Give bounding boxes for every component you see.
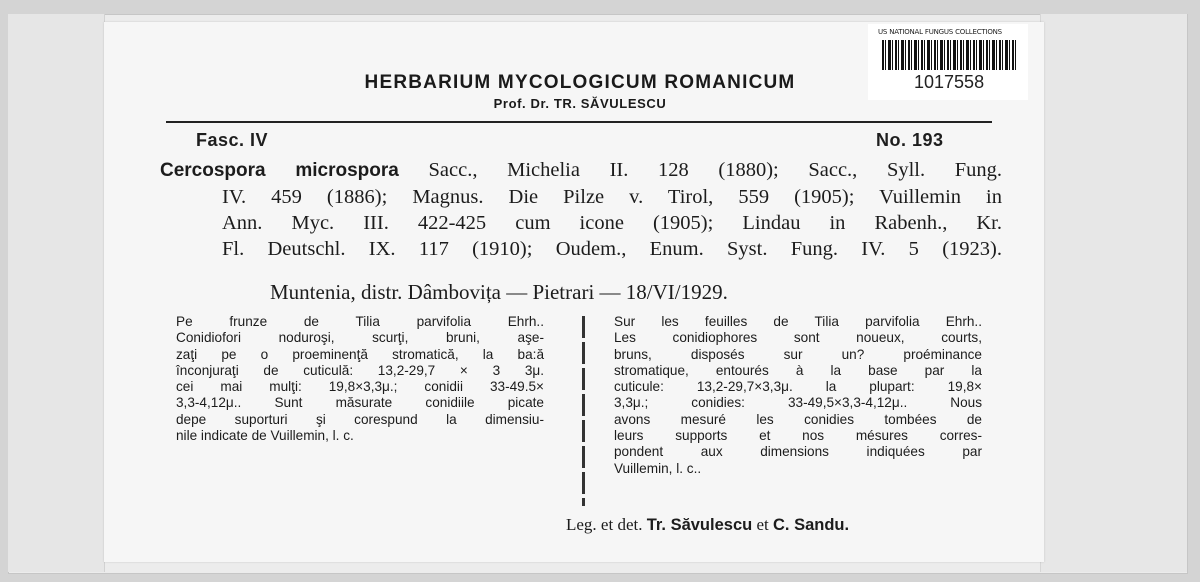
specimen-number: No. 193 — [876, 130, 944, 150]
citation-line-1-text: Sacc., Michelia II. 128 (1880); Sacc., Syll. Fung. — [428, 159, 1003, 181]
barcode-number: 1017558 — [914, 72, 985, 92]
collector-1: Tr. Săvulescu — [646, 516, 753, 534]
desc-ro-line: nile indicate de Vuillemin, l. c. — [176, 428, 354, 444]
herbarium-subtitle: Prof. Dr. TR. SĂVULESCU — [493, 96, 667, 111]
desc-fr-line: 3,3μ.; conidies: 33-49,5×3,3-4,12μ.. Nous — [614, 395, 982, 411]
desc-fr-line: pondent aux dimensions indiquées par — [614, 444, 982, 460]
citation-line-4: Fl. Deutschl. IX. 117 (1910); Oudem., Enum. Syst. Fung. IV. 5 (1923). — [222, 238, 1002, 260]
description-french — [614, 314, 982, 477]
desc-fr-line: Les conidiophores sont noueux, courts, — [614, 330, 982, 346]
desc-fr-line: Vuillemin, l. c.. — [614, 460, 702, 476]
desc-fr-line: avons mesuré les conidies tombées de — [614, 411, 982, 427]
desc-ro-line: cei mai mulţi: 19,8×3,3μ.; conidii 33-49.5× — [176, 379, 544, 395]
collectors-prefix: Leg. et det. — [566, 515, 643, 534]
description-romanian — [176, 314, 544, 444]
taxon-citation — [160, 157, 1002, 262]
herbarium-title: HERBARIUM MYCOLOGICUM ROMANICUM — [364, 72, 796, 93]
fascicle-label: Fasc. IV — [196, 130, 269, 150]
desc-ro-line: înconjuraţi de cuticulă: 13,2-29,7 × 3 3μ. — [176, 362, 544, 378]
barcode-label — [868, 24, 1028, 100]
citation-line-1 — [160, 157, 1002, 184]
header-rule — [166, 121, 992, 123]
barcode-icon — [882, 40, 1016, 70]
desc-ro-line: Pe frunze de Tilia parvifolia Ehrh.. — [176, 314, 544, 329]
desc-fr-line: stromatique, entourés à la base par la — [614, 362, 982, 378]
collector-2: C. Sandu. — [772, 516, 850, 534]
column-divider — [582, 316, 585, 506]
packet-fold-right — [1040, 14, 1187, 572]
barcode-organization: US NATIONAL FUNGUS COLLECTIONS — [878, 28, 1002, 36]
collection-locality: Muntenia, distr. Dâmbovița — Pietrari — 18/VI/1929. — [270, 280, 728, 304]
desc-fr-line: bruns, disposés sur un? proéminance — [614, 346, 982, 362]
desc-ro-line: depe suporturi şi corespund la dimensiu- — [176, 411, 544, 427]
species-name: Cercospora microspora — [160, 160, 399, 181]
citation-line-2: IV. 459 (1886); Magnus. Die Pilze v. Tirol, 559 (1905); Vuillemin in — [222, 186, 1002, 208]
collectors-joiner: et — [756, 515, 769, 534]
desc-fr-line: Sur les feuilles de Tilia parvifolia Ehrh.. — [614, 314, 982, 329]
collectors-line — [566, 515, 986, 535]
citation-line-3: Ann. Myc. III. 422-425 cum icone (1905); Lindau in Rabenh., Kr. — [222, 212, 1002, 234]
desc-ro-line: Conidiofori noduroşi, scurţi, bruni, aşe- — [176, 330, 544, 346]
desc-fr-line: cuticule: 13,2-29,7×3,3μ. la plupart: 19,8× — [614, 379, 982, 395]
desc-ro-line: 3,3-4,12μ.. Sunt măsurate conidiile picate — [176, 395, 544, 411]
desc-ro-line: zaţi pe o proeminenţă stromatică, la ba:ă — [176, 346, 544, 362]
desc-fr-line: leurs supports et nos mésures corres- — [614, 428, 982, 444]
packet-fold-left — [8, 14, 105, 572]
